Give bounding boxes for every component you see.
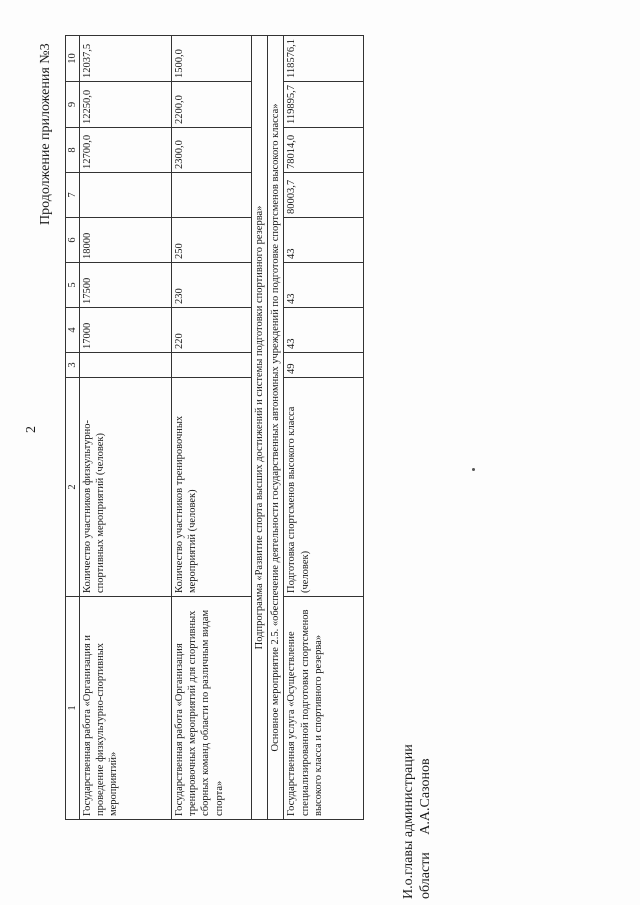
value-cell: 80003,7 xyxy=(284,173,364,218)
value-cell: 119895,7 xyxy=(284,82,364,128)
service-name-cell: Государственная работа «Организация тренировочных мероприятий для спортивных сборных команд области по различным видам спорта» xyxy=(172,597,252,820)
value-cell: 17000 xyxy=(80,308,172,353)
continuation-title: Продолжение приложения №3 xyxy=(38,43,53,225)
header-cell: 3 xyxy=(66,353,80,378)
value-cell: 12037,5 xyxy=(80,35,172,81)
header-cell: 5 xyxy=(66,263,80,308)
value-cell: 2300,0 xyxy=(172,128,252,173)
indicators-table xyxy=(65,35,364,820)
signature-region: области xyxy=(418,852,433,899)
section-row xyxy=(252,35,268,819)
service-name-cell: Государственная работа «Организация и проведение физкультурно-спортивных мероприятий» xyxy=(80,597,172,820)
indicator-cell: Количество участников физкультурно-спортивных мероприятий (человек) xyxy=(80,378,172,597)
scan-speck xyxy=(472,468,475,471)
table-row xyxy=(80,35,172,819)
table-row xyxy=(172,35,252,819)
value-cell: 2200,0 xyxy=(172,82,252,128)
signature-block xyxy=(400,744,434,899)
value-cell: 12250,0 xyxy=(80,82,172,128)
signature-name: А.А.Сазонов xyxy=(418,758,433,835)
subprogram-title: Подпрограмма «Развитие спорта высших достижений и системы подготовки спортивного резерва» xyxy=(252,35,268,819)
header-cell: 4 xyxy=(66,308,80,353)
header-cell: 8 xyxy=(66,128,80,173)
header-cell: 9 xyxy=(66,82,80,128)
value-cell: 18000 xyxy=(80,218,172,263)
header-cell: 6 xyxy=(66,218,80,263)
value-cell xyxy=(80,173,172,218)
value-cell: 43 xyxy=(284,218,364,263)
value-cell: 220 xyxy=(172,308,252,353)
value-cell: 43 xyxy=(284,308,364,353)
value-cell: 78014,0 xyxy=(284,128,364,173)
value-cell xyxy=(172,173,252,218)
value-cell: 49 xyxy=(284,353,364,378)
indicator-cell: Количество участников тренировочных мероприятий (человек) xyxy=(172,378,252,597)
signature-position: И.о.главы администрации xyxy=(401,744,416,899)
header-row xyxy=(66,35,80,819)
service-name-cell: Государственная услуга «Осуществление специализированной подготовки спортсменов высокого класса и спортивного резерва» xyxy=(284,597,364,820)
value-cell: 43 xyxy=(284,263,364,308)
main-measure-title: Основное мероприятие 2.5. «обеспечение деятельности государственных автономных учреждений по подготовке спортсменов высокого класса» xyxy=(268,35,284,819)
value-cell: 1500,0 xyxy=(172,35,252,81)
value-cell xyxy=(172,353,252,378)
page-number: 2 xyxy=(24,426,39,433)
header-cell: 10 xyxy=(66,35,80,81)
table-row xyxy=(284,35,364,819)
value-cell: 230 xyxy=(172,263,252,308)
value-cell: 12700,0 xyxy=(80,128,172,173)
value-cell: 118576,1 xyxy=(284,35,364,81)
header-cell: 7 xyxy=(66,173,80,218)
value-cell xyxy=(80,353,172,378)
indicator-cell: Подготовка спортсменов высокого класса (человек) xyxy=(284,378,364,597)
value-cell: 250 xyxy=(172,218,252,263)
value-cell: 17500 xyxy=(80,263,172,308)
section-row xyxy=(268,35,284,819)
header-cell: 2 xyxy=(66,378,80,597)
header-cell: 1 xyxy=(66,597,80,820)
